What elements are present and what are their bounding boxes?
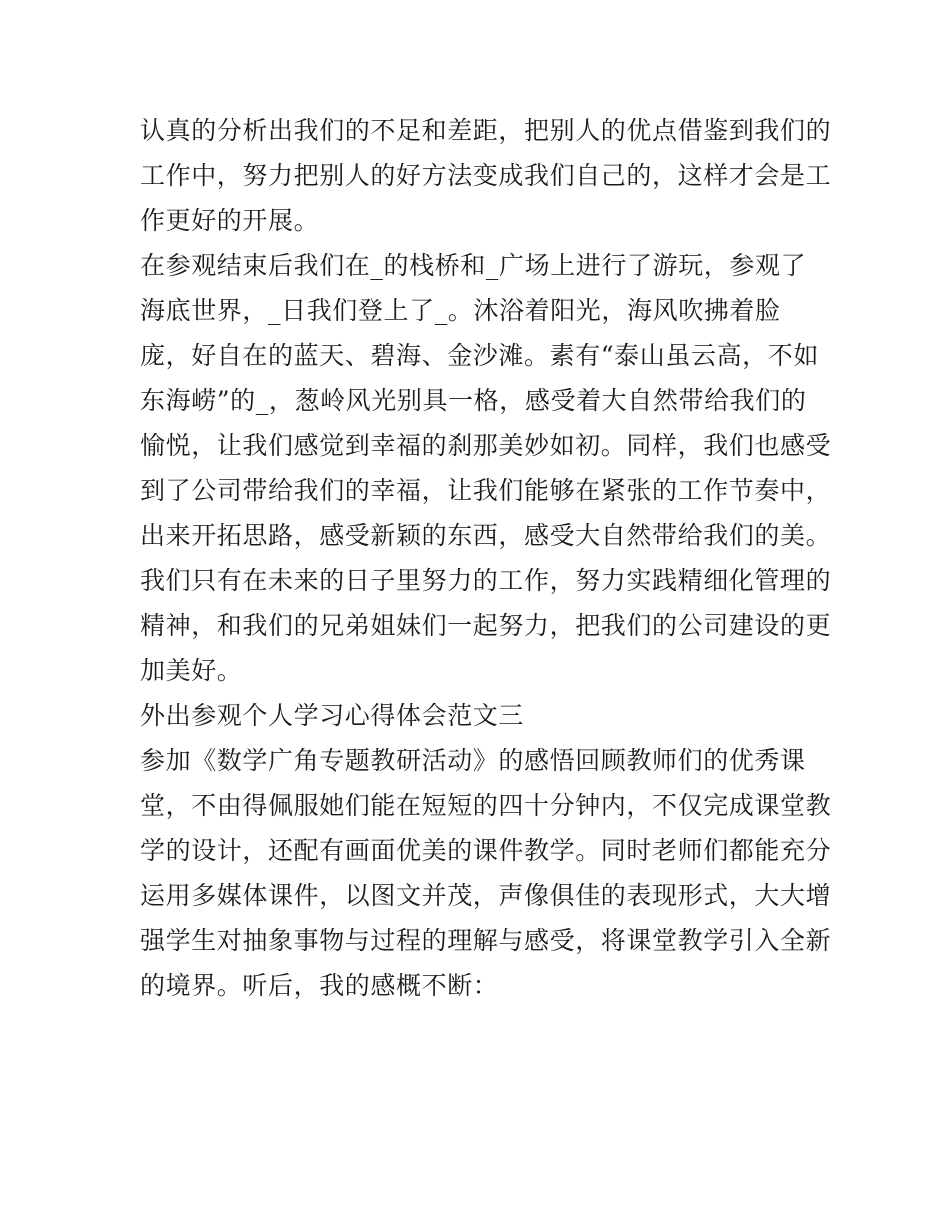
text-line: 认真的分析出我们的不足和差距，把别人的优点借鉴到我们的 [140, 116, 832, 145]
text-line: 到了公司带给我们的幸福，让我们能够在紧张的工作节奏中， [140, 476, 832, 505]
text-line: 精神，和我们的兄弟姐妹们一起努力，把我们的公司建设的更 [140, 611, 832, 640]
text-line: 愉悦，让我们感觉到幸福的刹那美妙如初。同样，我们也感受 [140, 431, 832, 460]
section-heading: 外出参观个人学习心得体会范文三 [140, 701, 525, 730]
text-line: 庞，好自在的蓝天、碧海、金沙滩。素有“泰山虽云高，不如 [140, 341, 819, 370]
text-line: 海底世界，_日我们登上了_。沐浴着阳光，海风吹拂着脸 [140, 296, 781, 325]
text-line: 参加《数学广角专题教研活动》的感悟回顾教师们的优秀课 [140, 746, 806, 775]
text-line: 出来开拓思路，感受新颖的东西，感受大自然带给我们的美。 [140, 521, 832, 550]
text-line: 我们只有在未来的日子里努力的工作，努力实践精细化管理的 [140, 566, 832, 595]
text-line: 的境界。听后，我的感概不断： [140, 971, 499, 1000]
text-line: 在参观结束后我们在_的栈桥和_广场上进行了游玩，参观了 [140, 251, 807, 280]
text-line: 加美好。 [140, 656, 243, 685]
text-line: 作更好的开展。 [140, 206, 320, 235]
text-line: 工作中，努力把别人的好方法变成我们自己的，这样才会是工 [140, 161, 832, 190]
text-line: 运用多媒体课件，以图文并茂，声像俱佳的表现形式，大大增 [140, 881, 832, 910]
text-line: 东海崂”的_，葱岭风光别具一格，感受着大自然带给我们的 [140, 386, 807, 415]
document-body [140, 108, 832, 1008]
text-line: 强学生对抽象事物与过程的理解与感受，将课堂教学引入全新 [140, 926, 832, 955]
text-line: 堂，不由得佩服她们能在短短的四十分钟内，不仅完成课堂教 [140, 791, 832, 820]
text-line: 学的设计，还配有画面优美的课件教学。同时老师们都能充分 [140, 836, 832, 865]
